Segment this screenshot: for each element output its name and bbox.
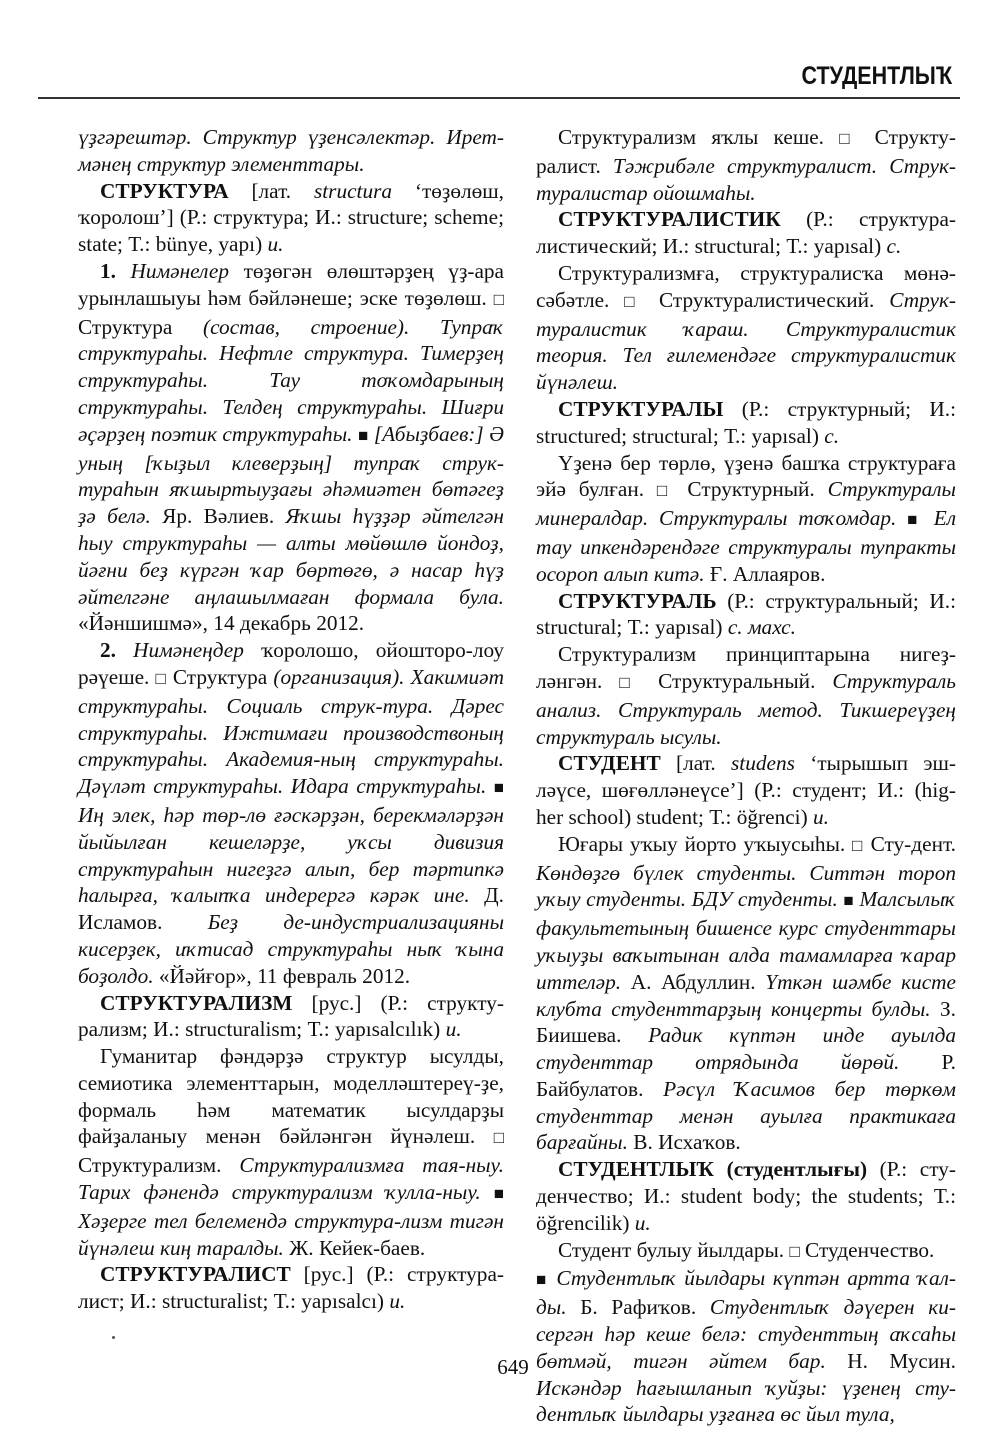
translations-text: [рус.] (Р.: структура-лист; И.: structuralist; Т.: yapısalcı) bbox=[78, 1262, 504, 1314]
translations-text: ‘төҙөлөш, ҡоролош’] (Р.: структура; И.: structure; scheme; state; Т.: bünye, yapı) bbox=[78, 178, 504, 257]
definition-paragraph bbox=[536, 450, 956, 588]
russian-equivalent: Сту-дент. bbox=[863, 831, 956, 856]
open-square-icon: □ bbox=[789, 1241, 800, 1261]
quotation: Хәҙерге тел белемендә структура-лизм тигән йүнәлеш киң таралды. bbox=[78, 1208, 504, 1260]
definition-paragraph bbox=[78, 1043, 504, 1261]
quotation: Искәндәр һағышланып ҡуйҙы: үҙенең сту-дентлыҡ йылдары уҙғанға өс йыл тула, bbox=[536, 1375, 956, 1427]
translations-text: (Р.: структура-листический; И.: structural; Т.: yapısal) bbox=[536, 207, 956, 259]
translations-text: (Р.: сту-денчество; И.: student body; the students; Т.: öğrencilik) bbox=[536, 1157, 956, 1235]
continuation-paragraph bbox=[78, 124, 504, 178]
translations-text: (Р.: структурный; И.: structured; structural; Т.: yapısal) bbox=[536, 396, 956, 448]
filled-square-icon: ■ bbox=[493, 1184, 504, 1204]
headword: СТРУКТУРАЛЬ bbox=[558, 588, 717, 613]
entry-struktura bbox=[78, 178, 504, 258]
quote-author: Ж. Кейек-баев. bbox=[283, 1235, 426, 1260]
part-of-speech: и. bbox=[267, 232, 284, 257]
open-square-icon: □ bbox=[839, 129, 860, 148]
quote-author: Яр. Вәлиев. bbox=[150, 504, 286, 529]
left-column bbox=[78, 124, 504, 1315]
right-column bbox=[536, 124, 956, 1428]
etymology-text: [лат. bbox=[660, 751, 732, 776]
latin-term: structura bbox=[313, 178, 393, 203]
russian-equivalent: Структура bbox=[166, 664, 274, 689]
running-head: СТУДЕНТЛЫҠ bbox=[801, 62, 952, 90]
quotation: Яҡшы һүҙҙәр әйтелгән һыу структураһы — алты мөйөшлө йондоҙ, йәғни беҙ күргән ҡар бөртөгө, ә насар һүҙ әйтелгәне аңлашылмаған формала була. bbox=[78, 504, 504, 609]
definition-text: Үҙенә бер төрлө, үҙенә башҡа структураға эйә булған. bbox=[536, 450, 956, 502]
russian-equivalent: Структу-ралист. bbox=[536, 125, 956, 178]
russian-equivalent: Структуралистический. bbox=[644, 287, 890, 312]
filled-square-icon: ■ bbox=[843, 891, 854, 911]
filled-square-icon: ■ bbox=[493, 778, 504, 798]
quotation: Малсылыҡ факультетының бишенсе курс студенттары уҡыуҙы ваҡытынан алда тамамларға ҡарар иттеләр. bbox=[536, 887, 956, 994]
definition-text: төҙөгән өлөштәрҙең үҙ-ара урынлашыуы һәм бәйләнеше; эске төҙөлөш. bbox=[78, 258, 504, 310]
quotation: Студентлыҡ дәүерен ки-сергән һәр кеше белә: студенттың аҡсаһы бөтмәй, тигән әйтем бар. bbox=[536, 1295, 956, 1373]
definition-text: Гуманитар фәндәрҙә структур ысулды, семиотика элементтарын, моделләштереү-ҙе, формаль һәм математик ысулдарҙы файҙаланыу менән бәйләнгән йүнәлеш. bbox=[78, 1044, 504, 1149]
quote-author: Б. Рафиҡов. bbox=[566, 1295, 710, 1320]
part-of-speech: и. bbox=[634, 1210, 651, 1235]
quotation: Радик күптән инде ауылда студенттар отрядында йөрөй. bbox=[536, 1023, 956, 1075]
examples: (состав, строение). Тупраҡ структураһы. Нефтле структура. Тимерҙең структураһы. Тау тоҡомдарының структураһы. Телдең структураһы. Шиғри әҫәрҙең поэтик структураһы. bbox=[78, 314, 504, 446]
part-of-speech: и. bbox=[445, 1017, 462, 1042]
filled-square-icon: ■ bbox=[357, 425, 369, 445]
latin-term: studens bbox=[731, 751, 795, 776]
definition-text: Структурализм яҡлы кеше. bbox=[558, 125, 840, 149]
header-rule bbox=[38, 97, 960, 99]
entry-strukturalistik bbox=[536, 206, 956, 260]
part-of-speech: и. bbox=[389, 1289, 406, 1314]
quote-author: Д. Исламов. bbox=[78, 883, 504, 935]
quotation: Ел тау ипкендәрендәге структуралы тупракты осороп алып китә. bbox=[536, 506, 957, 586]
definition-paragraph bbox=[536, 260, 956, 396]
quotation: Иң элек, һәр төр-лө ғәскәрҙән, берекмәләрҙән йыйылған кешеләрҙе, уҡсы дивизия структураһын нигеҙгә алып, бер тәртипкә һалырға, ҡалыпҡа индерергә кәрәк ине. bbox=[78, 802, 504, 908]
russian-equivalent: Структурный. bbox=[674, 477, 828, 502]
headword: СТРУКТУРАЛИСТИК bbox=[558, 207, 781, 232]
open-square-icon: □ bbox=[656, 481, 675, 501]
part-of-speech: с. bbox=[886, 234, 902, 259]
examples: (организация). Хакимиәт структураһы. Социаль струк-тура. Дәрес структураһы. Ижтимағи производствоның структураһы. Академия-ның структураһы. Дәүләт структураһы. Идара структураһы. bbox=[78, 664, 504, 799]
print-speck bbox=[112, 1336, 115, 1339]
definition-paragraph bbox=[536, 1237, 956, 1429]
examples: Структуралы минералдар. Структуралы тоҡомдар. bbox=[536, 477, 956, 531]
quote-author: Р. Байбулатов. bbox=[536, 1050, 956, 1101]
entry-strukturaly bbox=[536, 396, 956, 450]
entry-strukturalist bbox=[78, 1261, 504, 1315]
open-square-icon: □ bbox=[493, 1128, 504, 1148]
quote-source: «Йәншишмә», 14 декабрь 2012. bbox=[78, 611, 365, 636]
quote-author: З. Биишева. bbox=[536, 996, 956, 1048]
headword: СТРУКТУРАЛЫ bbox=[558, 396, 724, 421]
quote-author: Ғ. Аллаяров. bbox=[704, 561, 826, 586]
entry-studentlyq bbox=[536, 1156, 956, 1236]
part-of-speech: и. bbox=[813, 804, 829, 829]
headword: СТУДЕНТ bbox=[558, 751, 661, 776]
quotation: Беҙ де-индустриализацияны кисерҙек, иҡтисад структураһы ныҡ ҡына боҙолдо. bbox=[78, 910, 504, 988]
etymology-text: [лат. bbox=[228, 178, 314, 203]
definition-text: ҡоролошо, ойошторо-лоу рәүеше. bbox=[78, 638, 504, 689]
filled-square-icon: ■ bbox=[907, 510, 923, 530]
quote-author: В. Исхаҡов. bbox=[627, 1130, 741, 1155]
definition-text: Структурализм принциптарына нигеҙ-ләнгән. bbox=[536, 642, 956, 693]
page-number: 649 bbox=[497, 1355, 529, 1379]
part-of-speech: с. махс. bbox=[727, 615, 796, 640]
definition-italic: Нимәнеңдер bbox=[115, 638, 244, 663]
entry-student bbox=[536, 750, 956, 830]
russian-equivalent: Студенчество. bbox=[799, 1237, 935, 1262]
open-square-icon: □ bbox=[624, 291, 645, 311]
quote-author: Н. Мусин. bbox=[825, 1348, 956, 1373]
open-square-icon: □ bbox=[852, 835, 864, 855]
definition-text: Юғары уҡыу йорто уҡыусыһы. bbox=[558, 831, 853, 856]
quotation: [Абыҙбаев:] Ә уның [ҡыҙыл клеверҙың] тупраҡ струк-тураһын яҡшыртыуҙағы әһәмиәтен бөтәгеҙ ҙә белә. bbox=[78, 421, 504, 529]
quote-source: «Йәйғор», 11 февраль 2012. bbox=[153, 963, 411, 988]
quotation: Үткән шәмбе кисте клубта студенттарҙың концерты булды. bbox=[536, 969, 956, 1021]
definition-text: Структурализмға, структуралисҡа мөнә-сәбәтле. bbox=[536, 260, 956, 312]
russian-equivalent: Структура bbox=[78, 314, 204, 339]
definition-italic: Нимәнелер bbox=[115, 258, 230, 283]
entry-strukturalizm bbox=[78, 990, 504, 1044]
translations-text: [рус.] (Р.: структу-рализм; И.: structuralism; Т.: yapısalcılık) bbox=[78, 990, 504, 1042]
example-text: үҙгәрештәр. Структур үҙенсәлектәр. Ирет-мәнең структур элементтары. bbox=[78, 125, 504, 176]
quote-author: А. Абдуллин. bbox=[621, 969, 766, 994]
examples: Струк-туралистик ҡараш. Структуралистик теория. Тел ғилемендәге структуралистик йүнәлеш. bbox=[536, 287, 956, 395]
russian-equivalent: Структуральный. bbox=[641, 668, 833, 693]
quotation: Рәсүл Ҡасимов бер төркөм студенттар менән ауылға практикаға барғайны. bbox=[536, 1076, 956, 1155]
open-square-icon: □ bbox=[493, 289, 504, 309]
headword: СТРУКТУРАЛИЗМ bbox=[100, 990, 293, 1015]
entry-strukturalj bbox=[536, 588, 956, 642]
examples: Структураль анализ. Структураль метод. Тикшереүҙең структураль ысулы. bbox=[536, 668, 956, 749]
translations-text: ‘тырышып эш-ләүсе, шөғөлләнеүсе’] (Р.: студент; И.: (hig-her school) student; Т.: öğrenci) bbox=[536, 751, 956, 829]
examples: Көндөҙгө бүлек студенты. Ситтән тороп уҡыу студенты. БДУ студенты. bbox=[536, 860, 956, 912]
sense-number: 1. bbox=[100, 258, 116, 283]
definition-paragraph bbox=[536, 641, 956, 750]
headword: СТРУКТУРАЛИСТ bbox=[100, 1262, 291, 1287]
examples: Структурализмға тая-ныу. Тарих фәнендә структурализм ҡулла-ныу. bbox=[78, 1153, 504, 1205]
filled-square-icon: ■ bbox=[536, 1270, 549, 1290]
quotation: Студентлыҡ йылдары күптән артта ҡал-ды. bbox=[536, 1266, 956, 1320]
open-square-icon: □ bbox=[155, 668, 167, 688]
sense-number: 2. bbox=[100, 638, 116, 663]
russian-equivalent: Структурализм. bbox=[78, 1153, 240, 1178]
definition-text: Студент булыу йылдары. bbox=[558, 1237, 790, 1262]
sense-2 bbox=[78, 637, 504, 989]
part-of-speech: с. bbox=[824, 423, 840, 448]
headword: СТРУКТУРА bbox=[100, 178, 229, 203]
examples: Тәжрибәле структуралист. Струк-туралистар ойошмаһы. bbox=[536, 153, 956, 205]
translations-text: (Р.: структуральный; И.: structural; Т.: yapısal) bbox=[536, 588, 956, 640]
definition-paragraph bbox=[536, 831, 956, 1157]
definition-paragraph bbox=[536, 124, 956, 206]
sense-1 bbox=[78, 258, 504, 637]
open-square-icon: □ bbox=[619, 672, 642, 692]
headword: СТУДЕНТЛЫҠ (студентлығы) bbox=[558, 1157, 868, 1182]
